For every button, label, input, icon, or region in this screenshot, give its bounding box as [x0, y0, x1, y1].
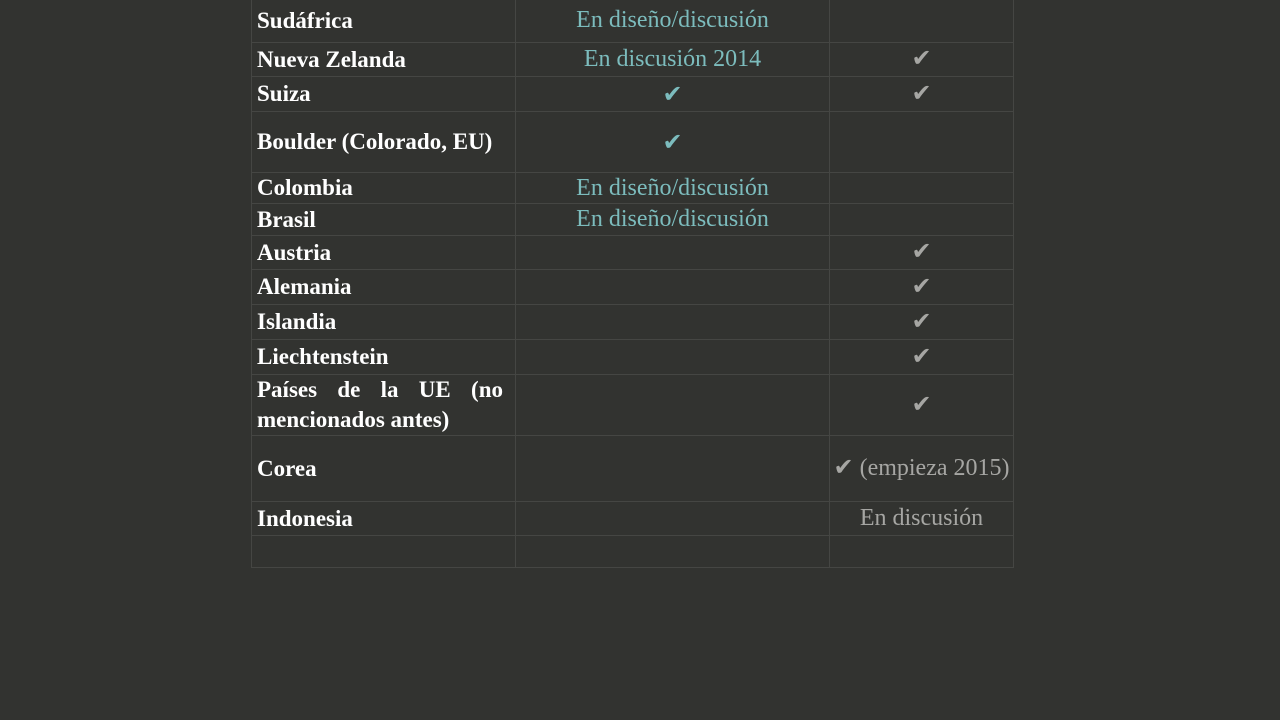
table-row — [252, 340, 1014, 375]
check-mark-icon: ✔ — [830, 375, 1014, 436]
check-mark-icon: ✔ — [516, 77, 830, 112]
country-cell: Austria — [252, 236, 516, 270]
status-cell: En discusión 2014 — [516, 43, 830, 77]
status-cell — [830, 536, 1014, 568]
country-cell: Sudáfrica — [252, 0, 516, 43]
country-cell: Alemania — [252, 270, 516, 305]
table-row — [252, 502, 1014, 536]
status-cell: En diseño/discusión — [516, 204, 830, 236]
status-cell — [830, 173, 1014, 204]
check-mark-icon: ✔ — [830, 305, 1014, 340]
country-cell: Países de la UE (no mencionados antes) — [252, 375, 516, 436]
check-mark-icon: ✔ — [830, 77, 1014, 112]
check-mark-icon: ✔ — [830, 43, 1014, 77]
status-cell — [516, 375, 830, 436]
status-cell — [516, 436, 830, 502]
status-cell: En diseño/discusión — [516, 0, 830, 43]
country-cell: Corea — [252, 436, 516, 502]
table-row — [252, 270, 1014, 305]
status-cell — [830, 204, 1014, 236]
check-mark-icon: ✔ — [516, 112, 830, 173]
status-cell — [830, 112, 1014, 173]
check-mark-icon: ✔ — [830, 340, 1014, 375]
table-row — [252, 536, 1014, 568]
status-cell — [516, 270, 830, 305]
status-cell — [516, 340, 830, 375]
table-row — [252, 112, 1014, 173]
country-cell: Indonesia — [252, 502, 516, 536]
status-cell — [516, 305, 830, 340]
check-mark-icon: ✔ — [830, 270, 1014, 305]
country-cell: Boulder (Colorado, EU) — [252, 112, 516, 173]
table-row — [252, 204, 1014, 236]
status-cell: ✔ (empieza 2015) — [830, 436, 1014, 502]
country-cell: Colombia — [252, 173, 516, 204]
table-row — [252, 236, 1014, 270]
country-cell: Islandia — [252, 305, 516, 340]
country-cell: Nueva Zelanda — [252, 43, 516, 77]
countries-table — [251, 0, 1014, 568]
status-cell — [830, 0, 1014, 43]
country-cell — [252, 536, 516, 568]
status-cell — [516, 502, 830, 536]
status-cell: En diseño/discusión — [516, 173, 830, 204]
table-row — [252, 43, 1014, 77]
table-row — [252, 375, 1014, 436]
country-cell: Suiza — [252, 77, 516, 112]
table-row — [252, 305, 1014, 340]
table-row — [252, 0, 1014, 43]
table-row — [252, 77, 1014, 112]
table-row — [252, 173, 1014, 204]
check-mark-icon: ✔ — [830, 236, 1014, 270]
status-cell — [516, 236, 830, 270]
table-row — [252, 436, 1014, 502]
status-cell — [516, 536, 830, 568]
country-cell: Brasil — [252, 204, 516, 236]
country-cell: Liechtenstein — [252, 340, 516, 375]
status-cell: En discusión — [830, 502, 1014, 536]
